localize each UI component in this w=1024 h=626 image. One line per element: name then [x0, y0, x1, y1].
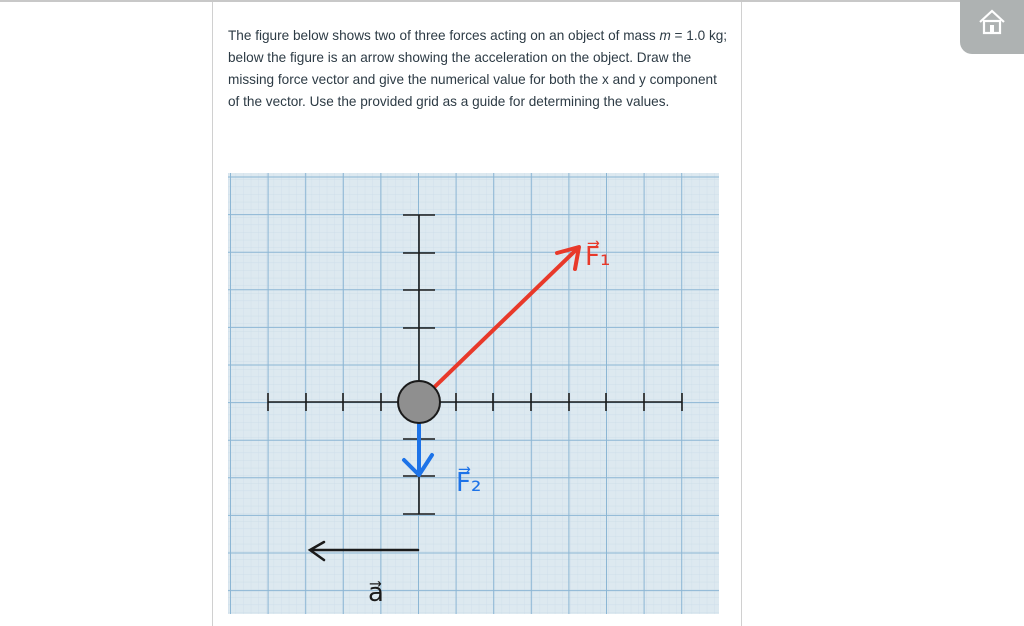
mass-variable: m	[659, 28, 671, 43]
mass-object	[398, 381, 440, 423]
force2-label: F⃗₂	[456, 468, 482, 498]
question-rest: = 1.0 kg; below the figure is an arrow showing the acceleration on the object. Draw the missing force vector and give the numerical value for both the x and y component of the vector. Use the provided grid as a guide for determining the values.	[228, 28, 728, 109]
grid-minor-lines	[228, 173, 719, 614]
home-icon	[978, 8, 1006, 36]
question-text	[228, 25, 728, 113]
home-button[interactable]	[960, 0, 1024, 54]
question-intro: The figure below shows two of three forces acting on an object of mass	[228, 28, 660, 43]
force-diagram	[228, 173, 719, 614]
force1-label: F⃗₁	[585, 242, 611, 272]
acceleration-label: a⃗	[368, 578, 384, 608]
